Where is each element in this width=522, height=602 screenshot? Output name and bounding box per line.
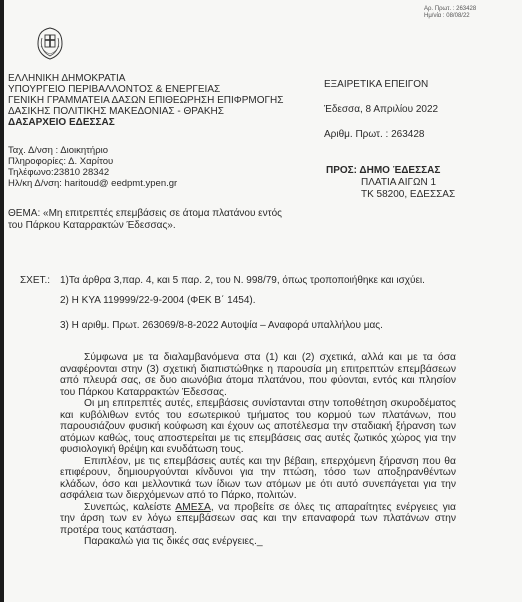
contact-email: Ηλ/κη Δ/νση: haritoud@ eedpmt.ypen.gr bbox=[8, 178, 178, 189]
org-line-2: ΥΠΟΥΡΓΕΙΟ ΠΕΡΙΒΑΛΛΟΝΤΟΣ & ΕΝΕΡΓΕΙΑΣ bbox=[8, 84, 221, 95]
letter-body bbox=[60, 352, 456, 548]
contact-block bbox=[8, 145, 177, 189]
recipient-to: ΠΡΟΣ: ΔΗΜΟ ΈΔΕΣΣΑΣ bbox=[326, 165, 441, 176]
recipient-address-1: ΠΛΑΤΙΑ ΑΙΓΩΝ 1 bbox=[361, 177, 437, 188]
stamp-line-1: Αρ. Πρωτ. : 263428 bbox=[424, 6, 477, 12]
urgent-label: ΕΞΑΙΡΕΤΙΚΑ ΕΠΕΙΓΟΝ bbox=[324, 79, 429, 90]
stamp-line-2: Ημ/νία : 08/08/22 bbox=[424, 13, 470, 19]
contact-address: Ταχ. Δ/νση : Διοικητήριο bbox=[8, 145, 108, 156]
body-paragraph-3: Επιπλέον, με τις επεμβάσεις αυτές και την βέβαιη, επερχόμενη ξήρανση που θα επιφέρουν, δημιουργούνται κίνδυνοι για την πτώση, τόσο των αποξηρανθέντων κλάδων, όσο και μελλοντικά των ίδιων των ατόμων με ότι αυτό συνεπάγεται για την ασφάλεια των διερχόμενων από το Πάρκο, πολιτών. bbox=[60, 455, 456, 501]
org-line-1: ΕΛΛΗΝΙΚΗ ΔΗΜΟΚΡΑΤΙΑ bbox=[8, 73, 126, 84]
contact-info: Πληροφορίες: Δ. Χαρίτου bbox=[8, 156, 114, 167]
body-paragraph-4 bbox=[60, 502, 456, 537]
reference-1: 1)Τα άρθρα 3,παρ. 4, και 5 παρ. 2, του Ν. 998/79, όπως τροποποιήθηκε και ισχύει. bbox=[60, 275, 425, 286]
references-label: ΣΧΕΤ.: bbox=[20, 275, 51, 286]
body-paragraph-5: Παρακαλώ για τις δικές σας ενέργειες._ bbox=[84, 536, 263, 547]
org-line-4: ΔΑΣΙΚΗΣ ΠΟΛΙΤΙΚΗΣ ΜΑΚΕΔΟΝΙΑΣ - ΘΡΑΚΗΣ bbox=[8, 106, 224, 117]
subject-line-1: ΘΕΜΑ: «Μη επιτρεπτές επεμβάσεις σε άτομα πλατάνου εντός bbox=[8, 208, 282, 219]
org-line-3: ΓΕΝΙΚΗ ΓΡΑΜΜΑΤΕΙΑ ΔΑΣΩΝ ΕΠΙΘΕΩΡΗΣΗ ΕΠΙΦΡΜΟΓΗΣ bbox=[8, 95, 284, 106]
protocol-stamp bbox=[424, 6, 476, 20]
body-paragraph-2: Οι μη επιτρεπτές αυτές, επεμβάσεις συνίστανται στην τοποθέτηση σκυροδέματος και κυβόλιθων εντός του εσωτερικού τμήματος του κορμού των πλατάνων, που παρουσιάζουν φυσική κούφωση και έχουν ως αποτέλεσμα την σταδιακή ξήρανση των ατόμων καθώς, τους αποστερείται με τις επεμβάσεις σας αυτές ζωτικός χώρος για την φυσιολογική θρέψη και ενυδάτωση τους. bbox=[60, 398, 456, 455]
body-paragraph-4-end: , να προβείτε σε όλες τις απαραίτητες ενέργειες για την άρση των εν λόγω επεμβάσεων σας και την επαναφορά των πλατάνων στην προτέρα τους κατάσταση. bbox=[60, 501, 456, 536]
contact-phone: Τηλέφωνο:23810 28342 bbox=[8, 167, 110, 178]
emphasis-immediately: ΑΜΕΣΑ bbox=[175, 501, 211, 513]
reference-3: 3) Η αριθμ. Πρωτ. 263069/8-8-2022 Αυτοψία – Αναφορά υπαλλήλου μας. bbox=[60, 320, 383, 331]
body-paragraph-1: Σύμφωνα με τα διαλαμβανόμενα στα (1) και (2) σχετικά, αλλά και με τα όσα αναφέρονται στην (3) σχετική διαπιστώθηκε η παρουσία μη επιτρεπτών επεμβάσεων από πλευρά σας, σε δυο αιωνόβια άτομα πλατάνου, που φύονται, εντός και πλησίον του Πάρκου Καταρρακτών Έδεσσας. bbox=[60, 352, 456, 398]
subject-line-2: του Πάρκου Καταρρακτών Έδεσσας». bbox=[8, 220, 176, 231]
protocol-number: Αριθμ. Πρωτ. : 263428 bbox=[324, 129, 425, 140]
body-paragraph-4-start: Συνεπώς, καλείστε bbox=[84, 501, 176, 513]
recipient-address-2: ΤΚ 58200, ΕΔΕΣΣΑΣ bbox=[361, 189, 456, 200]
office-name: ΔΑΣΑΡΧΕΙΟ ΕΔΕΣΣΑΣ bbox=[8, 117, 115, 128]
reference-2: 2) Η ΚΥΑ 119999/22-9-2004 (ΦΕΚ Β΄ 1454). bbox=[60, 295, 256, 306]
document-date: Έδεσσα, 8 Απριλίου 2022 bbox=[324, 104, 439, 115]
greek-emblem-icon bbox=[34, 26, 66, 60]
scan-edge bbox=[0, 0, 4, 602]
organization-block bbox=[8, 73, 283, 128]
